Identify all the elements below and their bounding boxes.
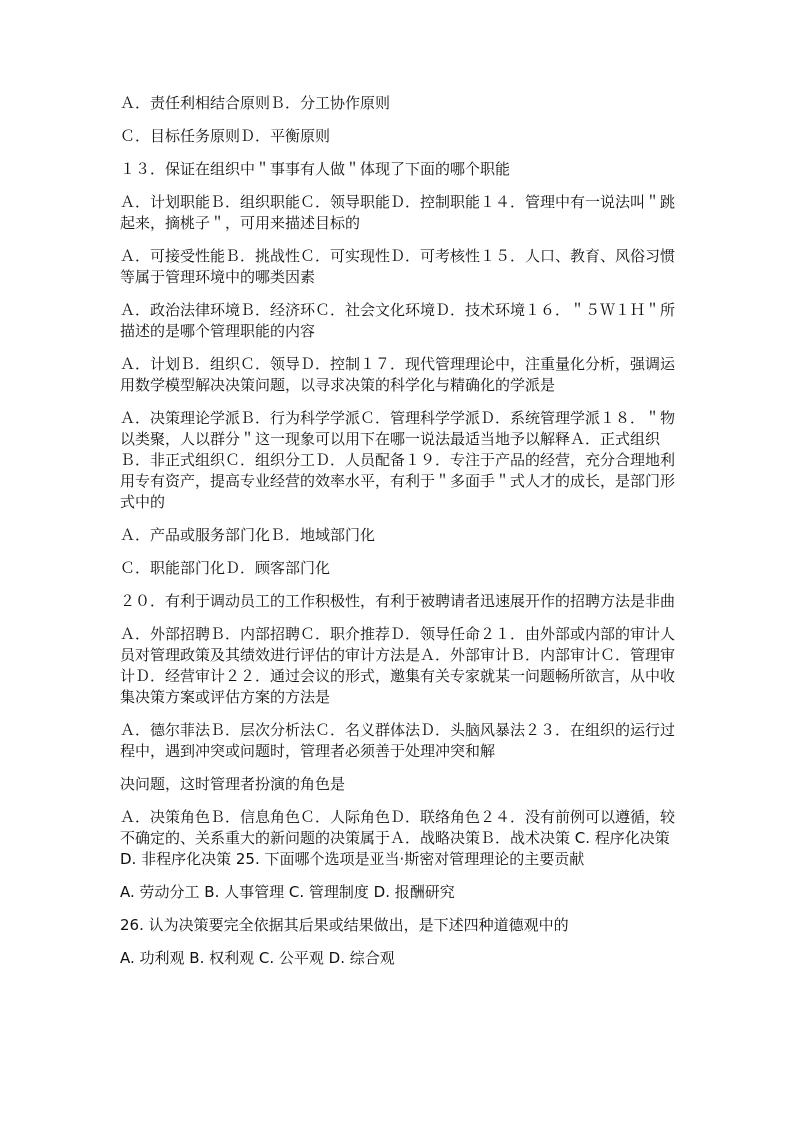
options-q26: A. 功利观 B. 权利观 C. 公平观 D. 综合观 bbox=[120, 949, 395, 967]
options-q19-line1: Ａ．产品或服务部门化Ｂ．地域部门化 bbox=[120, 526, 376, 544]
options-q22-question-23: Ａ．德尔菲法Ｂ．层次分析法Ｃ．名义群体法Ｄ．头脑风暴法２３．在组织的运行过程中，遇到冲突或问题时，管理者必须善于处理冲突和解 bbox=[120, 721, 676, 760]
question-26: 26. 认为决策要完全依据其后果或结果做出，是下述四种道德观中的 bbox=[120, 916, 569, 934]
options-q15-question-16: Ａ．政治法律环境Ｂ．经济环Ｃ．社会文化环境Ｄ．技术环境１６．＂５Ｗ１Ｈ＂所描述的是哪个管理职能的内容 bbox=[120, 301, 676, 340]
options-q19-line2: Ｃ．职能部门化Ｄ．顾客部门化 bbox=[120, 559, 331, 577]
options-q17-questions-18-19: Ａ．决策理论学派Ｂ．行为科学学派Ｃ．管理科学学派Ｄ．系统管理学派１８．＂物以类聚，人以群分＂这一现象可以用下在哪一说法最适当地予以解释Ａ．正式组织Ｂ．非正式组织Ｃ．组织分工Ｄ．人员配备１９．专注于产品的经营，充分合理地利用专有资产，提高专业经营的效率水平，有利于＂多面手＂式人才的成长，是部门形式中的 bbox=[120, 409, 676, 511]
options-q12-line1: Ａ．责任利相结合原则Ｂ．分工协作原则 bbox=[120, 94, 391, 112]
options-q14-question-15: Ａ．可接受性能Ｂ．挑战性Ｃ．可实现性Ｄ．可考核性１５．人口、教育、风俗习惯等属于管理环境中的哪类因素 bbox=[120, 247, 676, 286]
question-13: １３．保证在组织中＂事事有人做＂体现了下面的哪个职能 bbox=[120, 160, 511, 178]
options-q13-question-14: Ａ．计划职能Ｂ．组织职能Ｃ．领导职能Ｄ．控制职能１４．管理中有一说法叫＂跳起来，摘桃子＂，可用来描述目标的 bbox=[120, 193, 676, 232]
options-q16-question-17: Ａ．计划Ｂ．组织Ｃ．领导Ｄ．控制１７．现代管理理论中，注重量化分析，强调运用数学模型解决决策问题，以寻求决策的科学化与精确化的学派是 bbox=[120, 355, 676, 394]
document-page bbox=[120, 93, 680, 981]
options-q12-line2: Ｃ．目标任务原则Ｄ．平衡原则 bbox=[120, 127, 331, 145]
options-q20-questions-21-22: Ａ．外部招聘Ｂ．内部招聘Ｃ．职介推荐Ｄ．领导任命２１．由外部或内部的审计人员对管理政策及其绩效进行评估的审计方法是Ａ．外部审计Ｂ．内部审计Ｃ．管理审计Ｄ．经营审计２２．通过会议的形式，邀集有关专家就某一问题畅所欲言，从中收集决策方案或评估方案的方法是 bbox=[120, 625, 676, 706]
options-q25: A. 劳动分工 B. 人事管理 C. 管理制度 D. 报酬研究 bbox=[120, 883, 455, 901]
question-23-continued: 决问题，这时管理者扮演的角色是 bbox=[120, 775, 346, 793]
question-20: ２０．有利于调动员工的工作积极性，有利于被聘请者迅速展开作的招聘方法是非曲 bbox=[120, 592, 676, 610]
options-q23-questions-24-25: Ａ．决策角色Ｂ．信息角色Ｃ．人际角色Ｄ．联络角色２４．没有前例可以遵循，较不确定的、关系重大的新问题的决策属于Ａ．战略决策Ｂ．战术决策 C. 程序化决策 D. 非程序化决策 25. 下面哪个选项是亚当·斯密对管理理论的主要贡献 bbox=[120, 808, 676, 868]
